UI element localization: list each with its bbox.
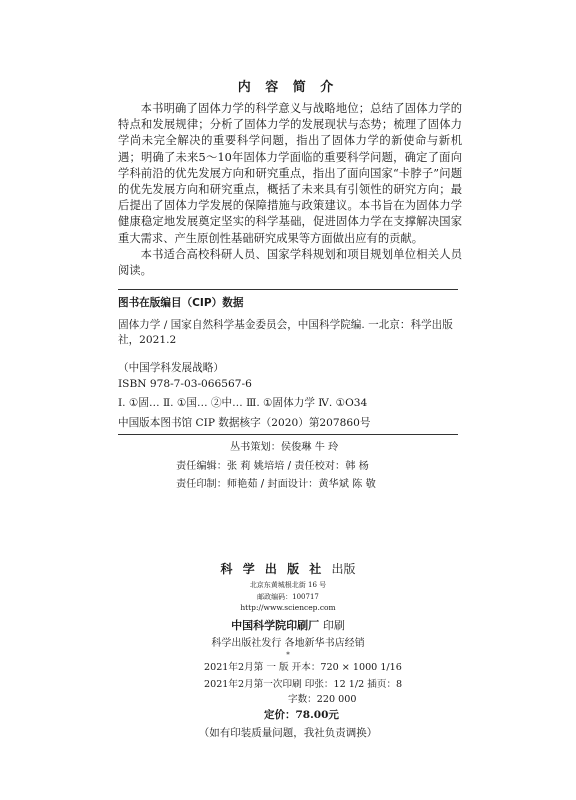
- distribution: 科学出版社发行 各地新华书店经销: [211, 638, 365, 649]
- audience-paragraph: 本书适合高校科研人员、国家学科规划和项目规划单位相关人员阅读。: [118, 247, 462, 278]
- divider: [118, 434, 458, 435]
- publisher-logo-text: 科 学 出 版 社: [220, 562, 325, 576]
- credit-line: 责任印制：师艳茹 / 封面设计：黄华斌 陈 敬: [176, 479, 376, 490]
- content-summary: [118, 101, 462, 279]
- printer-suffix: 印刷: [322, 619, 345, 632]
- publisher-postcode: 邮政编码：100717: [257, 593, 319, 601]
- asterisk: *: [286, 651, 290, 659]
- cip-title-line: 固体力学 / 国家自然科学基金委员会，中国科学院编. 一北京：科学出版社，2021.2: [118, 319, 453, 346]
- page-title: 内 容 简 介: [237, 80, 339, 95]
- publisher-url: http://www.sciencep.com: [240, 603, 336, 612]
- cip-classification: Ⅰ. ①固… Ⅱ. ①国… ②中… Ⅲ. ①固体力学 Ⅳ. ①O34: [118, 397, 368, 409]
- printer-name: 中国科学院印刷厂: [231, 619, 320, 632]
- publisher-name: [0, 560, 576, 577]
- summary-paragraph: 本书明确了固体力学的科学意义与战略地位；总结了固体力学的特点和发展规律；分析了固体力学的发展现状与态势；梳理了固体力学尚未完全解决的重要科学问题，指出了固体力学的新使命与新机遇；明确了未来5～10年固体力学面临的重要科学问题，确定了面向学科前沿的优先发展方向和研究重点，指出了面向国家“卡脖子”问题的优先发展方向和研究重点，概括了未来具有引领性的研究方向；最后提出了固体力学发展的保障措施与政策建议。本书旨在为固体力学健康稳定地发展奠定坚实的科学基础，促进固体力学在支撑解决国家重大需求、产生原创性基础研究成果等方面做出应有的贡献。: [118, 102, 462, 245]
- price: 定价：78.00元: [264, 709, 339, 721]
- edition-line: 2021年2月第 一 版 开本：720 × 1000 1/16: [204, 662, 402, 673]
- word-count: 字数：220 000: [288, 694, 357, 705]
- cip-series: （中国学科发展战略）: [118, 362, 224, 374]
- quality-note: （如有印装质量问题，我社负责调换）: [198, 727, 378, 739]
- divider: [118, 289, 458, 290]
- cip-header: 图书在版编目（CIP）数据: [118, 297, 244, 309]
- printer: [0, 617, 576, 633]
- credit-line: 责任编辑：张 莉 姚培培 / 责任校对：韩 杨: [176, 461, 369, 472]
- printing-line: 2021年2月第一次印刷 印张：12 1/2 插页：8: [204, 679, 403, 690]
- publisher-suffix: 出版: [331, 562, 356, 576]
- credit-line: 丛书策划：侯俊琳 牛 玲: [230, 442, 339, 453]
- cip-isbn: ISBN 978-7-03-066567-6: [118, 378, 252, 390]
- cip-record-number: 中国版本图书馆 CIP 数据核字（2020）第207860号: [118, 417, 371, 429]
- publisher-address: 北京东黄城根北街 16 号: [249, 581, 327, 589]
